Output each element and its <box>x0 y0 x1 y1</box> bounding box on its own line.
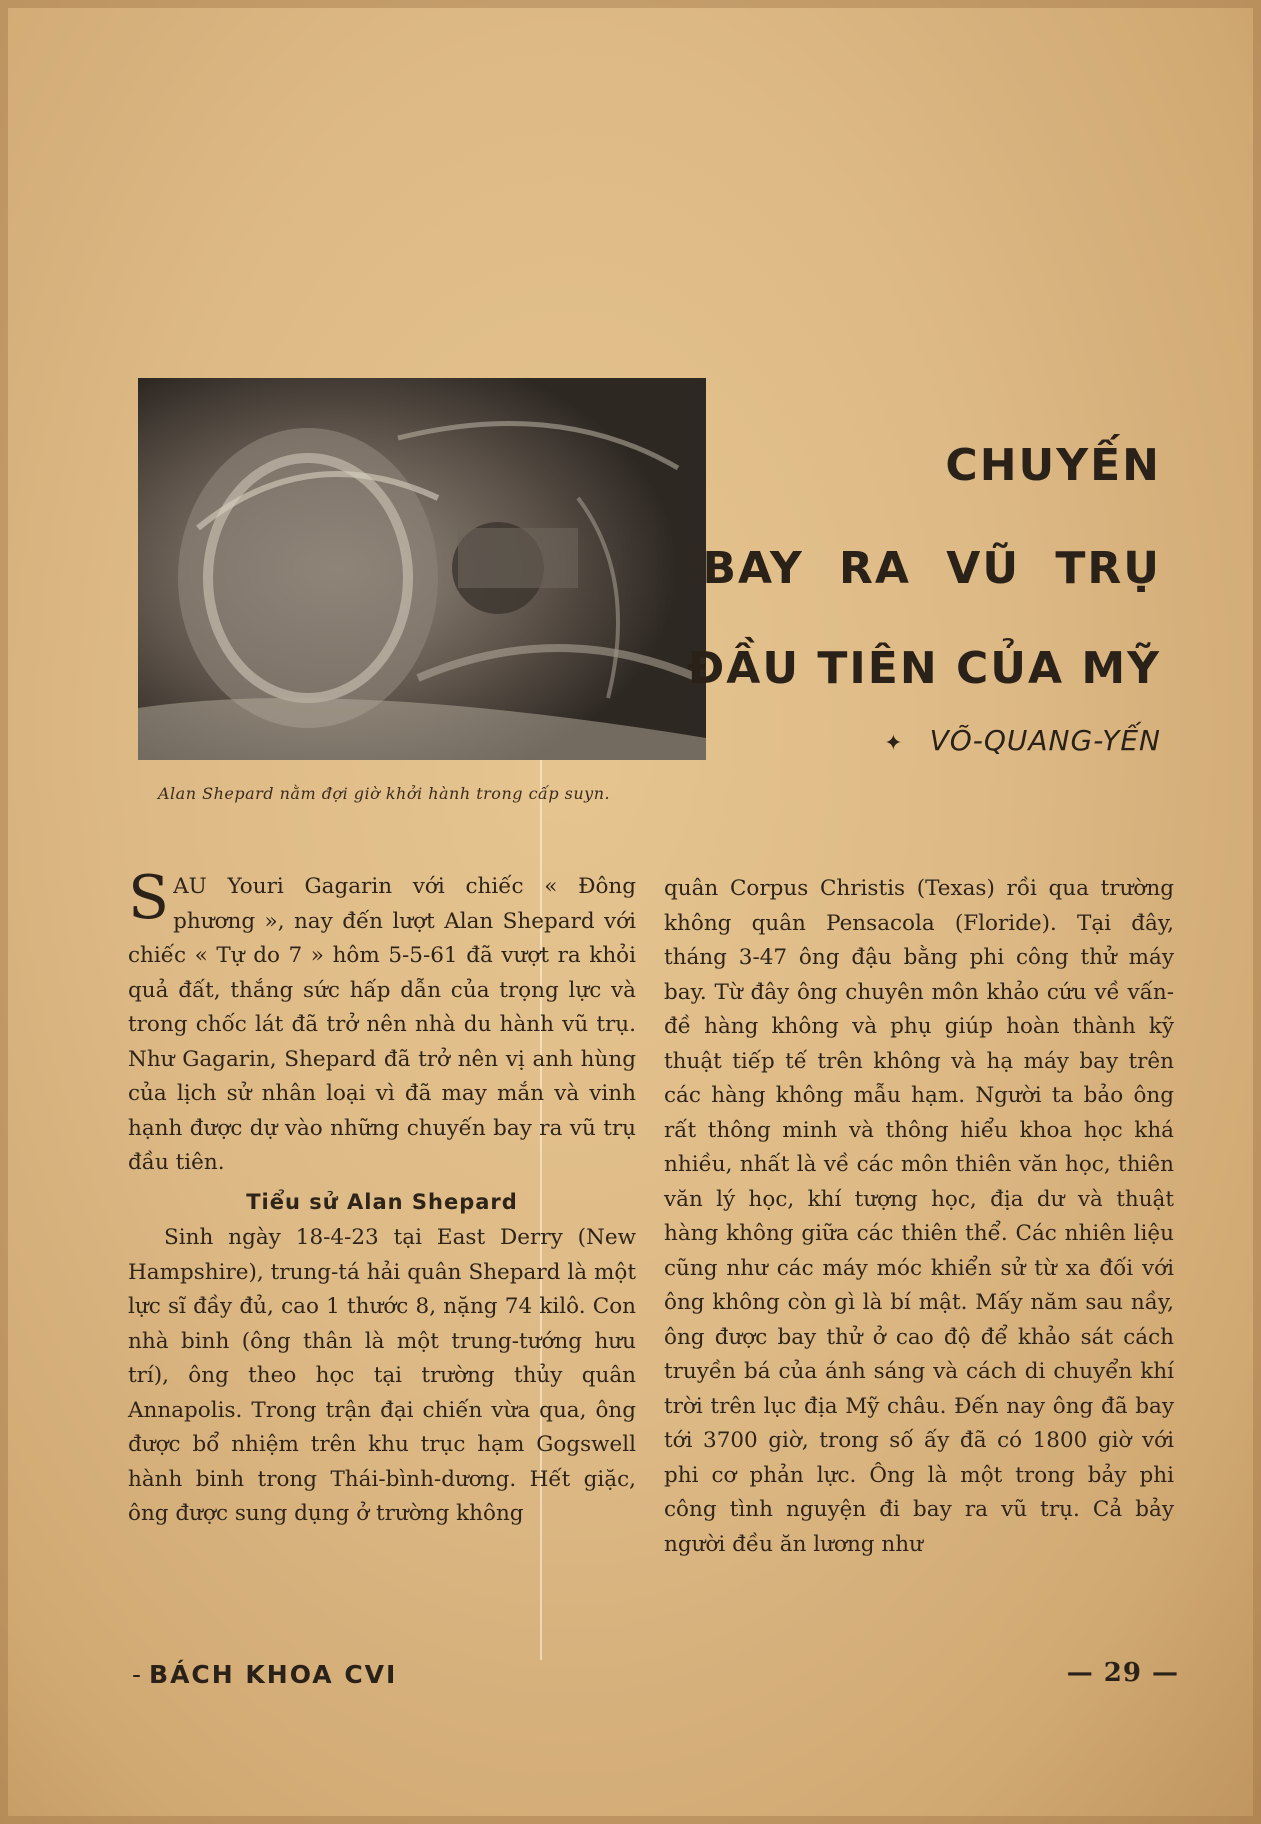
page-number: — 29 — <box>1066 1658 1179 1688</box>
bio-paragraph-right: quân Corpus Christis (Texas) rồi qua trường không quân Pensacola (Floride). Tại đây, tháng 3-47 ông đậu bằng phi công thử máy bay. Từ đây ông chuyên môn khảo cứu về vấn-đề hàng không và phụ giúp hoàn thành kỹ thuật tiếp tế trên không và hạ máy bay trên các hàng không mẫu hạm. Người ta bảo ông rất thông minh và thông hiểu khoa học khá nhiều, nhất là về các môn thiên văn học, thiên văn lý học, khí tượng học, địa dư và thuật hàng không giữa các thiên thể. Các nhiên liệu cũng như các máy móc khiển sử từ xa đối với ông không còn gì là bí mật. Mấy năm sau nầy, ông được bay thử ở cao độ để khảo sát cách truyền bá của ánh sáng và cách di chuyển khí trời trên lục địa Mỹ châu. Đến nay ông đã bay tới 3700 giờ, trong số ấy đã có 1800 giờ với phi cơ phản lực. Ông là một trong bảy phi công tình nguyện đi bay ra vũ trụ. Cả bảy người đều ăn lương như <box>664 876 1174 1557</box>
bio-paragraph-left: Sinh ngày 18-4-23 tại East Derry (New Hampshire), trung-tá hải quân Shepard là một lực sĩ đầy đủ, cao 1 thước 8, nặng 74 kilô. Con nhà binh (ông thân là một trung-tướng hưu trí), ông theo học tại trường thủy quân Annapolis. Trong trận đại chiến vừa qua, ông được bổ nhiệm trên khu trục hạm Gogswell hành binh trong Thái-bình-dương. Hết giặc, ông được sung dụng ở trường không <box>128 1225 636 1526</box>
section-subhead: Tiểu sử Alan Shepard <box>246 1189 518 1214</box>
right-column <box>664 872 1174 1562</box>
article-title-line-1: CHUYẾN <box>945 440 1161 491</box>
drop-cap: S <box>128 863 170 933</box>
article-title-line-2: BAY RA VŨ TRỤ <box>702 543 1161 594</box>
photo-caption: Alan Shepard nằm đợi giờ khởi hành trong cấp suyn. <box>158 784 611 803</box>
article-author <box>884 724 1161 757</box>
publication-name: BÁCH KHOA CVI <box>149 1660 398 1689</box>
left-column <box>128 863 636 1532</box>
footer-dash: - <box>132 1660 144 1689</box>
intro-paragraph <box>128 863 636 1181</box>
author-name: VÕ-QUANG-YẾN <box>929 724 1161 757</box>
publication-footer <box>132 1660 397 1689</box>
astronaut-photo-image <box>138 378 706 760</box>
author-star-icon: ✦ <box>884 731 904 756</box>
article-title-line-3: ĐẦU TIÊN CỦA MỸ <box>687 643 1161 694</box>
astronaut-photo <box>138 378 706 760</box>
intro-text: AU Youri Gagarin với chiếc « Đông phương », nay đến lượt Alan Shepard với chiếc « Tự do 7 » hôm 5-5-61 đã vượt ra khỏi quả đất, thắng sức hấp dẫn của trọng lực và trong chốc lát đã trở nên nhà du hành vũ trụ. Như Gagarin, Shepard đã trở nên vị anh hùng của lịch sử nhân loại vì đã may mắn và vinh hạnh được dự vào những chuyến bay ra vũ trụ đầu tiên. <box>128 874 636 1175</box>
